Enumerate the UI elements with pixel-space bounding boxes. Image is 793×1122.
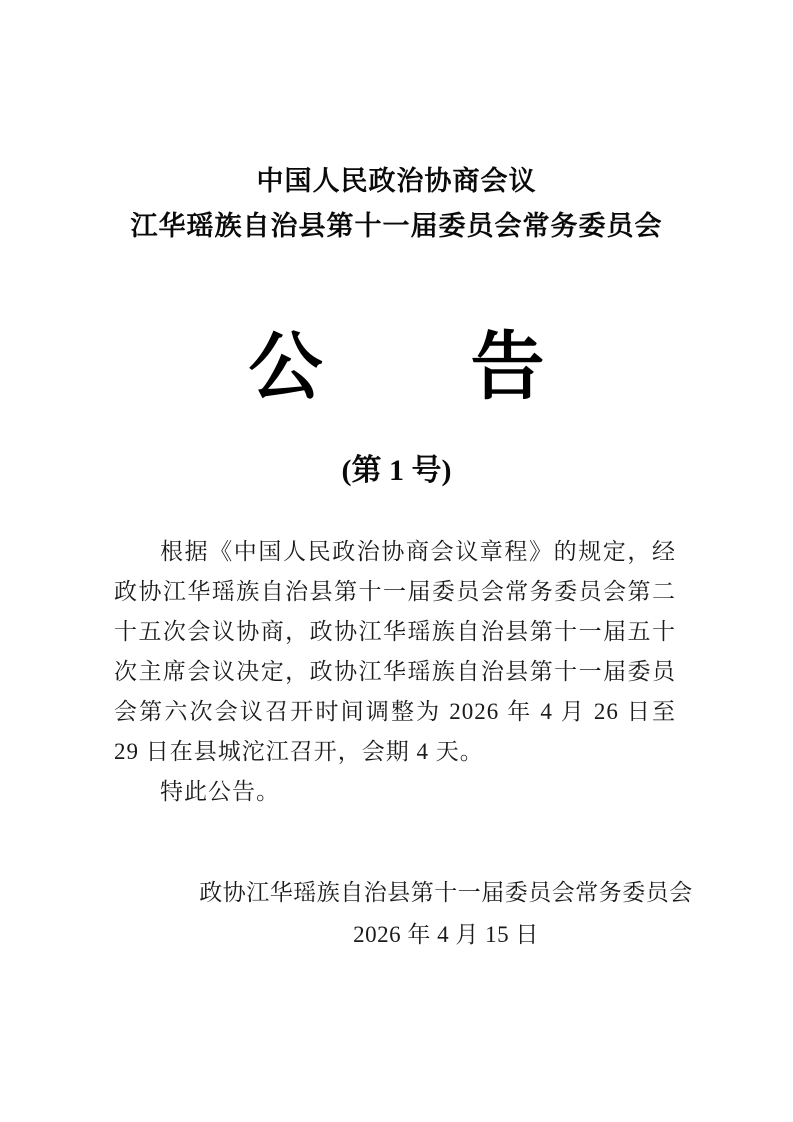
document-header xyxy=(0,159,793,249)
notice-title: 公 告 xyxy=(248,325,545,408)
signature-date: 2026 年 4 月 15 日 xyxy=(353,922,539,947)
signature-org-name: 政协江华瑶族自治县第十一届委员会常务委员会 xyxy=(199,880,693,905)
org-name-line1: 中国人民政治协商会议 xyxy=(256,166,537,196)
body-paragraph-closing: 特此公告。 xyxy=(160,779,280,804)
org-name-line2: 江华瑶族自治县第十一届委员会常务委员会 xyxy=(130,211,663,241)
signature-block xyxy=(196,872,696,956)
body-paragraph-main: 根据《中国人民政治协商会议章程》的规定，经政协江华瑶族自治县第十一届委员会常务委员会第二十五次会议协商，政协江华瑶族自治县第十一届五十次主席会议决定，政协江华瑶族自治县第十一届委员会第六次会议召开时间调整为 2026 年 4 月 26 日至 29 日在县城沱江召开，会期 4 天。 xyxy=(114,539,676,764)
document-body xyxy=(114,532,676,812)
notice-number: (第 1 号) xyxy=(341,454,452,487)
